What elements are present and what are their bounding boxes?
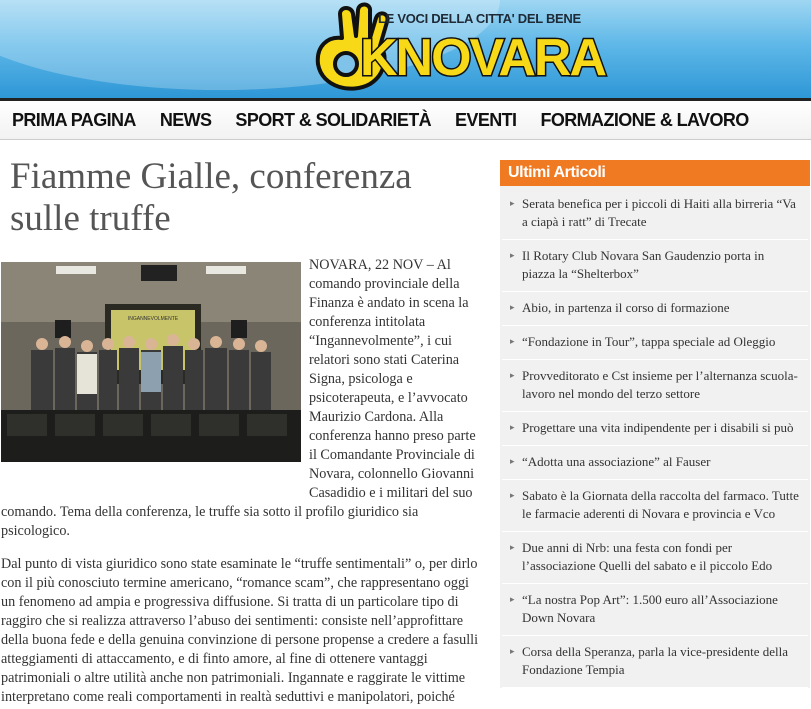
article-paragraph-2: Dal punto di vista giuridico sono state esaminate le “truffe sentimentali” o, per dirlo con il più conosciuto termine americano, “romance scam”, che rappresentano oggi un fenomeno ad ampia e progressiva diffusione. Si tratta di un particolare tipo di raggiro che si realizza attraverso l’abuso dei sentimenti: consiste nell’approfittare della buona fede e della genuina convinzione di persone propense a credere a fasulli atteggiamenti di attaccamento, e di finto amore, al fine di ottenere vantaggi patrimoniali o altre utilità anche non patrimoniali. Ingannate e raggirate le vittime interpretano come reali comportamenti in realtà seduttivi e manipolatori, poiché — [1, 556, 479, 705]
list-item-link[interactable]: “Fondazione in Tour”, tappa speciale ad Oleggio — [522, 334, 776, 349]
site-header — [0, 0, 811, 98]
list-item[interactable] — [502, 188, 808, 240]
chevron-right-icon: ▸ — [510, 423, 515, 433]
chevron-right-icon: ▸ — [510, 457, 515, 467]
list-item[interactable] — [502, 360, 808, 412]
chevron-right-icon: ▸ — [510, 251, 515, 261]
article-body — [1, 256, 484, 709]
list-item-link[interactable]: Progettare una vita indipendente per i disabili si può — [522, 420, 794, 435]
list-item[interactable] — [502, 446, 808, 480]
list-item[interactable] — [502, 532, 808, 584]
list-item-link[interactable]: Due anni di Nrb: una festa con fondi per l’associazione Quelli del sabato e il piccolo Edo — [522, 540, 773, 573]
chevron-right-icon: ▸ — [510, 595, 515, 605]
chevron-right-icon: ▸ — [510, 543, 515, 553]
chevron-right-icon: ▸ — [510, 303, 515, 313]
list-item[interactable] — [502, 412, 808, 446]
list-item-link[interactable]: Corsa della Speranza, parla la vice-presidente della Fondazione Tempia — [522, 644, 789, 677]
chevron-right-icon: ▸ — [510, 647, 515, 657]
nav-item-sport-solidarieta[interactable]: SPORT & SOLIDARIETÀ — [235, 109, 432, 130]
chevron-right-icon: ▸ — [510, 337, 515, 347]
list-item[interactable] — [502, 326, 808, 360]
article-paragraph-1: NOVARA, 22 NOV – Al comando provinciale della Finanza è andato in scena la conferenza intitolata “Ingannevolmente”, i cui relatori sono stati Caterina Signa, psicologa e psicoterapeuta, e l’avvocato Maurizio Cardona. Alla conferenza hanno preso parte il Comandante Provinciale di Novara, colonnello Giovanni Casadidio e i militari del suo comando. Tema della conferenza, le truffe sia sotto il profilo giuridico sia psicologico. — [1, 257, 476, 539]
nav-item-prima-pagina[interactable]: PRIMA PAGINA — [12, 109, 136, 130]
list-item-link[interactable]: Serata benefica per i piccoli di Haiti alla birreria “Va a ciapà i ratt” di Trecate — [522, 196, 796, 229]
list-item[interactable] — [502, 292, 808, 326]
nav-item-news[interactable]: NEWS — [159, 109, 212, 130]
logo-text[interactable]: KNOVARA — [360, 29, 606, 87]
list-item[interactable] — [502, 636, 808, 688]
list-item-link[interactable]: “Adotta una associazione” al Fauser — [522, 454, 711, 469]
sidebar-latest-articles — [500, 160, 810, 688]
list-item-link[interactable]: “La nostra Pop Art”: 1.500 euro all’Associazione Down Novara — [522, 592, 778, 625]
site-tagline: LE VOCI DELLA CITTA' DEL BENE — [378, 11, 581, 26]
chevron-right-icon: ▸ — [510, 491, 515, 501]
chevron-right-icon: ▸ — [510, 199, 515, 209]
sidebar-heading: Ultimi Articoli — [500, 160, 810, 186]
list-item-link[interactable]: Provveditorato e Cst insieme per l’alternanza scuola-lavoro nel mondo del terzo settore — [522, 368, 798, 401]
projection-screen-text: INGANNEVOLMENTE — [127, 316, 179, 322]
chevron-right-icon: ▸ — [510, 371, 515, 381]
list-item[interactable] — [502, 584, 808, 636]
nav-item-eventi[interactable]: EVENTI — [455, 109, 517, 130]
list-item-link[interactable]: Il Rotary Club Novara San Gaudenzio porta in piazza la “Shelterbox” — [522, 248, 765, 281]
main-nav — [0, 98, 811, 140]
list-item-link[interactable]: Sabato è la Giornata della raccolta del farmaco. Tutte le farmacie aderenti di Novara e provincia e Vco — [522, 488, 799, 521]
list-item[interactable] — [502, 480, 808, 532]
list-item-link[interactable]: Abio, in partenza il corso di formazione — [522, 300, 730, 315]
latest-articles-list — [500, 186, 810, 688]
list-item[interactable] — [502, 240, 808, 292]
article-title: Fiamme Gialle, conferenza sulle truffe — [10, 156, 412, 239]
nav-item-formazione-lavoro[interactable]: FORMAZIONE & LAVORO — [540, 109, 749, 130]
